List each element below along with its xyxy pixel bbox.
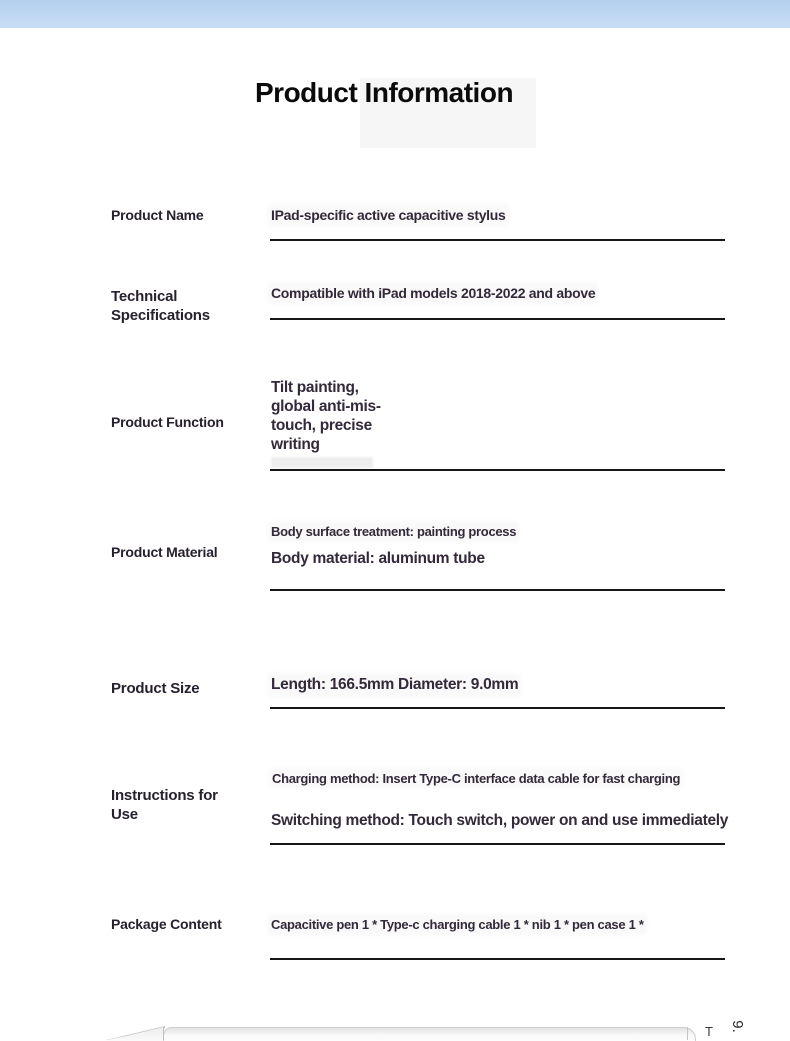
pen-dimension-tick-label: T — [705, 1024, 713, 1039]
pen-rotated-dimension-label: 9. — [728, 1020, 746, 1033]
spec-value-product-material-2: Body material: aluminum tube — [271, 550, 485, 567]
spec-label-instructions-for-use: Instructions for Use — [111, 787, 218, 823]
spec-underline — [270, 239, 725, 241]
header-banner — [0, 0, 790, 28]
spec-value-product-material-1: Body surface treatment: painting process — [271, 524, 517, 539]
spec-label-technical-specifications: Technical Specifications — [111, 288, 210, 324]
spec-value-instructions-2: Switching method: Touch switch, power on and use immediately — [271, 812, 729, 829]
spec-underline — [270, 843, 725, 845]
spec-label-product-function: Product Function — [111, 414, 224, 430]
spec-label-package-content: Package Content — [111, 916, 222, 932]
spec-underline — [270, 318, 725, 320]
pen-seam-line — [163, 1027, 164, 1040]
spec-underline — [270, 958, 725, 960]
print-artifact — [271, 457, 373, 468]
spec-value-instructions-1: Charging method: Insert Type-C interface data cable for fast charging — [272, 771, 681, 786]
spec-underline — [270, 469, 725, 471]
spec-value-package-content: Capacitive pen 1 * Type-c charging cable 1 * nib 1 * pen case 1 * — [271, 917, 644, 932]
spec-value-technical-specifications: Compatible with iPad models 2018-2022 and above — [271, 285, 596, 301]
spec-label-product-size: Product Size — [111, 680, 200, 697]
spec-label-product-material: Product Material — [111, 544, 218, 560]
spec-label-product-name: Product Name — [111, 207, 204, 223]
page-title: Product Information — [255, 77, 514, 108]
spec-underline — [270, 707, 725, 709]
pen-cap-line — [687, 1027, 688, 1040]
spec-value-product-name: IPad-specific active capacitive stylus — [271, 207, 506, 223]
pen-image — [163, 1027, 696, 1041]
spec-underline — [270, 589, 725, 591]
spec-value-product-function: Tilt painting, global anti-mis-touch, precise writing — [271, 379, 381, 453]
spec-value-product-size: Length: 166.5mm Diameter: 9.0mm — [271, 676, 519, 693]
